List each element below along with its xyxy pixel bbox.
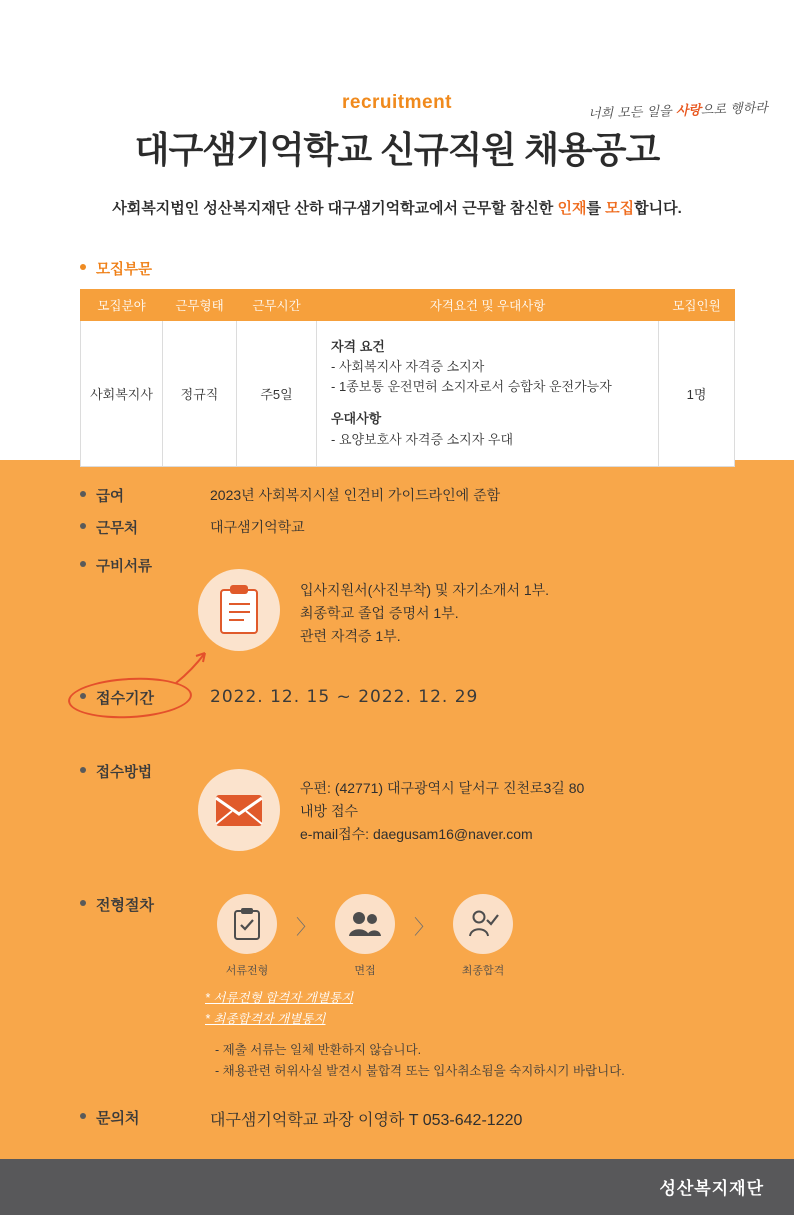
note-highlight: * 서류전형 합격자 개별통지 — [205, 990, 354, 1005]
subtitle-highlight-2: 모집 — [605, 200, 635, 217]
cell-hours: 주5일 — [237, 321, 317, 467]
envelope-icon-svg — [214, 791, 264, 829]
preference-line: - 요양보호사 자격증 소지자 우대 — [331, 431, 514, 447]
people-icon-svg — [348, 909, 382, 939]
recruit-table-wrap — [80, 289, 721, 467]
label-apply-method: 접수방법 — [80, 761, 200, 782]
apply-method-list — [300, 761, 794, 846]
row-salary — [0, 485, 794, 505]
section-heading-recruit: 모집부문 — [80, 258, 794, 279]
slogan-part-2: 으로 행하라 — [700, 100, 769, 119]
label-process: 전형절차 — [80, 894, 200, 915]
cell-field: 사회복지사 — [81, 321, 163, 467]
subtitle-part-3: 합니다. — [634, 200, 682, 217]
apply-line: e-mail접수: daegusam16@naver.com — [300, 825, 533, 842]
process-step-label: 최종합격 — [461, 964, 505, 977]
person-check-icon-svg — [467, 908, 499, 940]
qualification-line: - 사회복지사 자격증 소지자 — [331, 359, 485, 375]
recruitment-label: recruitment — [341, 92, 453, 113]
people-icon — [335, 894, 395, 954]
document-line: 최종학교 졸업 증명서 1부. — [300, 604, 459, 621]
th-qualification: 자격요건 및 우대사항 — [317, 290, 659, 321]
arrow-icon — [172, 647, 212, 687]
clipboard-icon-svg — [216, 584, 262, 636]
subtitle-part-2: 를 — [586, 200, 606, 217]
note-highlight: * 최종합격자 개별통지 — [205, 1011, 326, 1026]
cell-count: 1명 — [659, 321, 735, 467]
process-step-label: 서류전형 — [225, 964, 269, 977]
cell-type: 정규직 — [163, 321, 237, 467]
slogan-part-1: 너희 모든 일을 — [588, 104, 677, 123]
label-workplace: 근무처 — [80, 517, 200, 538]
value-salary: 2023년 사회복지시설 인건비 가이드라인에 준함 — [210, 486, 501, 503]
process-step-1 — [200, 894, 294, 978]
clipboard-check-icon-svg — [232, 907, 262, 941]
page-subtitle — [0, 197, 794, 218]
process-step-2 — [318, 894, 412, 978]
row-workplace — [0, 517, 794, 537]
subtitle-highlight-1: 인재 — [557, 200, 587, 217]
label-salary: 급여 — [80, 485, 200, 506]
person-check-icon — [453, 894, 513, 954]
envelope-icon — [198, 769, 280, 851]
documents-icon-wrap — [198, 569, 280, 651]
subtitle-part-1: 사회복지법인 성산복지재단 산하 대구샘기억학교에서 근무할 참신한 — [112, 200, 558, 217]
value-workplace: 대구샘기억학교 — [210, 518, 305, 535]
poster-content — [0, 92, 794, 1130]
page-title: 대구샘기억학교 신규직원 채용공고 — [134, 129, 660, 170]
th-hours: 근무시간 — [237, 290, 317, 321]
qualification-title: 자격 요건 — [331, 339, 385, 354]
process-arrow-icon: 〉 — [414, 917, 434, 940]
slogan-accent: 사랑 — [675, 103, 702, 120]
document-line: 입사지원서(사진부착) 및 자기소개서 1부. — [300, 581, 550, 598]
documents-list — [300, 555, 794, 648]
row-contact — [0, 1107, 794, 1130]
note-plain: - 채용관련 허위사실 발견시 불합격 또는 입사취소됨을 숙지하시기 바랍니다. — [215, 1064, 625, 1079]
document-line: 관련 자격증 1부. — [300, 627, 401, 644]
value-contact: 대구샘기억학교 과장 이영하 T 053-642-1220 — [210, 1111, 523, 1129]
th-count: 모집인원 — [659, 290, 735, 321]
clipboard-check-icon — [217, 894, 277, 954]
cell-qualification — [317, 321, 659, 467]
mail-icon-wrap — [198, 769, 280, 851]
value-period: 2022. 12. 15 ~ 2022. 12. 29 — [210, 686, 479, 707]
apply-line: 내방 접수 — [300, 802, 358, 819]
apply-line: 우편: (42771) 대구광역시 달서구 진천로3길 80 — [300, 779, 585, 796]
clipboard-icon — [198, 569, 280, 651]
label-documents: 구비서류 — [80, 555, 200, 576]
process-arrow-icon: 〉 — [296, 917, 316, 940]
th-field: 모집분야 — [81, 290, 163, 321]
table-header-row — [81, 290, 735, 321]
preference-title: 우대사항 — [331, 411, 382, 427]
row-period — [0, 687, 794, 729]
note-plain: - 제출 서류는 일체 반환하지 않습니다. — [215, 1043, 422, 1058]
table-row — [81, 321, 735, 467]
recruit-table — [80, 289, 735, 467]
process-step-label: 면접 — [354, 964, 376, 977]
footer-organization: 성산복지재단 — [659, 1179, 764, 1198]
th-type: 근무형태 — [163, 290, 237, 321]
row-process — [0, 894, 794, 1083]
label-period: 접수기간 — [80, 687, 200, 708]
label-contact: 문의처 — [80, 1107, 200, 1128]
process-step-3 — [436, 894, 530, 978]
qualification-line: - 1종보통 운전면허 소지자로서 승합차 운전가능자 — [331, 379, 612, 395]
process-steps — [200, 894, 794, 978]
process-notes — [205, 988, 794, 1083]
row-apply-method — [0, 761, 794, 866]
row-documents — [0, 555, 794, 665]
